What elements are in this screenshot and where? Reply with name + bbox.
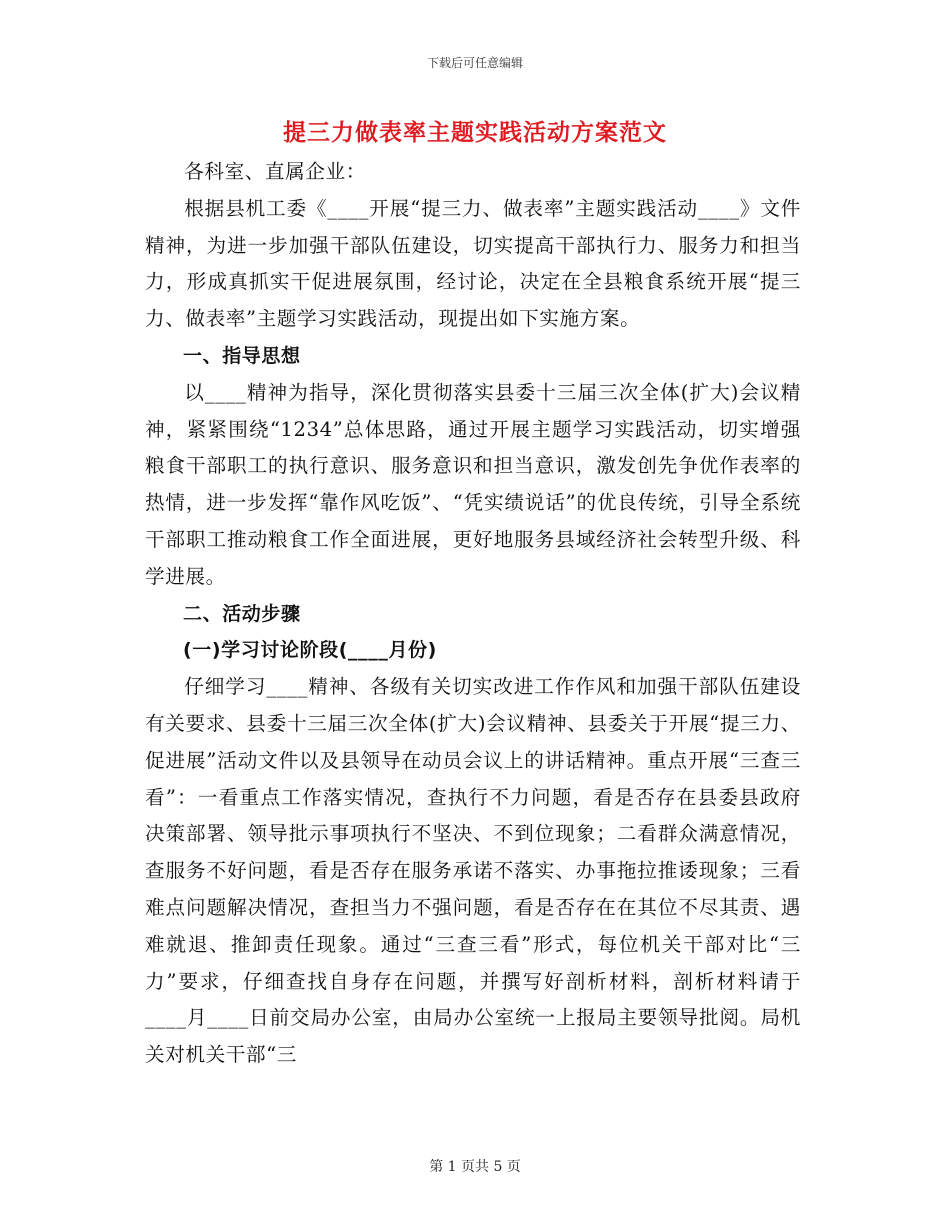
intro-paragraph: 根据县机工委《____开展“提三力、做表率”主题实践活动____》文件精神，为进一步加强干部队伍建设，切实提高干部执行力、服务力和担当力，形成真抓实干促进展氛围，经讨论，决定在全县粮食系统开展“提三力、做表率”主题学习实践活动，现提出如下实施方案。	[145, 196, 801, 331]
page-header-note: 下载后可任意编辑	[426, 56, 523, 70]
guiding-thought-paragraph: 以____精神为指导，深化贯彻落实县委十三届三次全体(扩大)会议精神，紧紧围绕“1234”总体思路，通过开展主题学习实践活动，切实增强粮食干部职工的执行意识、服务意识和担当意识，激发创先争优作表率的热情，进一步发挥“靠作风吃饭”、“凭实绩说话”的优良传统，引导全系统干部职工推动粮食工作全面进展，更好地服务县域经济社会转型升级、科学进展。	[145, 380, 801, 588]
section-heading-activity-steps: 二、活动步骤	[183, 602, 301, 625]
document-body	[145, 154, 801, 1074]
study-stage-paragraph: 仔细学习____精神、各级有关切实改进工作作风和加强干部队伍建设有关要求、县委十三届三次全体(扩大)会议精神、县委关于开展“提三力、促进展”活动文件以及县领导在动员会议上的讲话精神。重点开展“三查三看”：一看重点工作落实情况，查执行不力问题，看是否存在县委县政府决策部署、领导批示事项执行不坚决、不到位现象；二看群众满意情况，查服务不好问题，看是否存在服务承诺不落实、办事拖拉推诿现象；三看难点问题解决情况，查担当力不强问题，看是否存在在其位不尽其责、遇难就退、推卸责任现象。通过“三查三看”形式，每位机关干部对比“三力”要求，仔细查找自身存在问题，并撰写好剖析材料，剖析材料请于____月____日前交局办公室，由局办公室统一上报局主要领导批阅。局机关对机关干部“三	[145, 675, 801, 1067]
document-title: 提三力做表率主题实践活动方案范文	[283, 119, 667, 146]
section-heading-guiding-thought: 一、指导思想	[183, 344, 301, 367]
subsection-heading-study-stage: (一)学习讨论阶段(____月份)	[183, 639, 437, 662]
page-number: 第 1 页共 5 页	[429, 1159, 521, 1175]
salutation: 各科室、直属企业：	[184, 160, 366, 183]
